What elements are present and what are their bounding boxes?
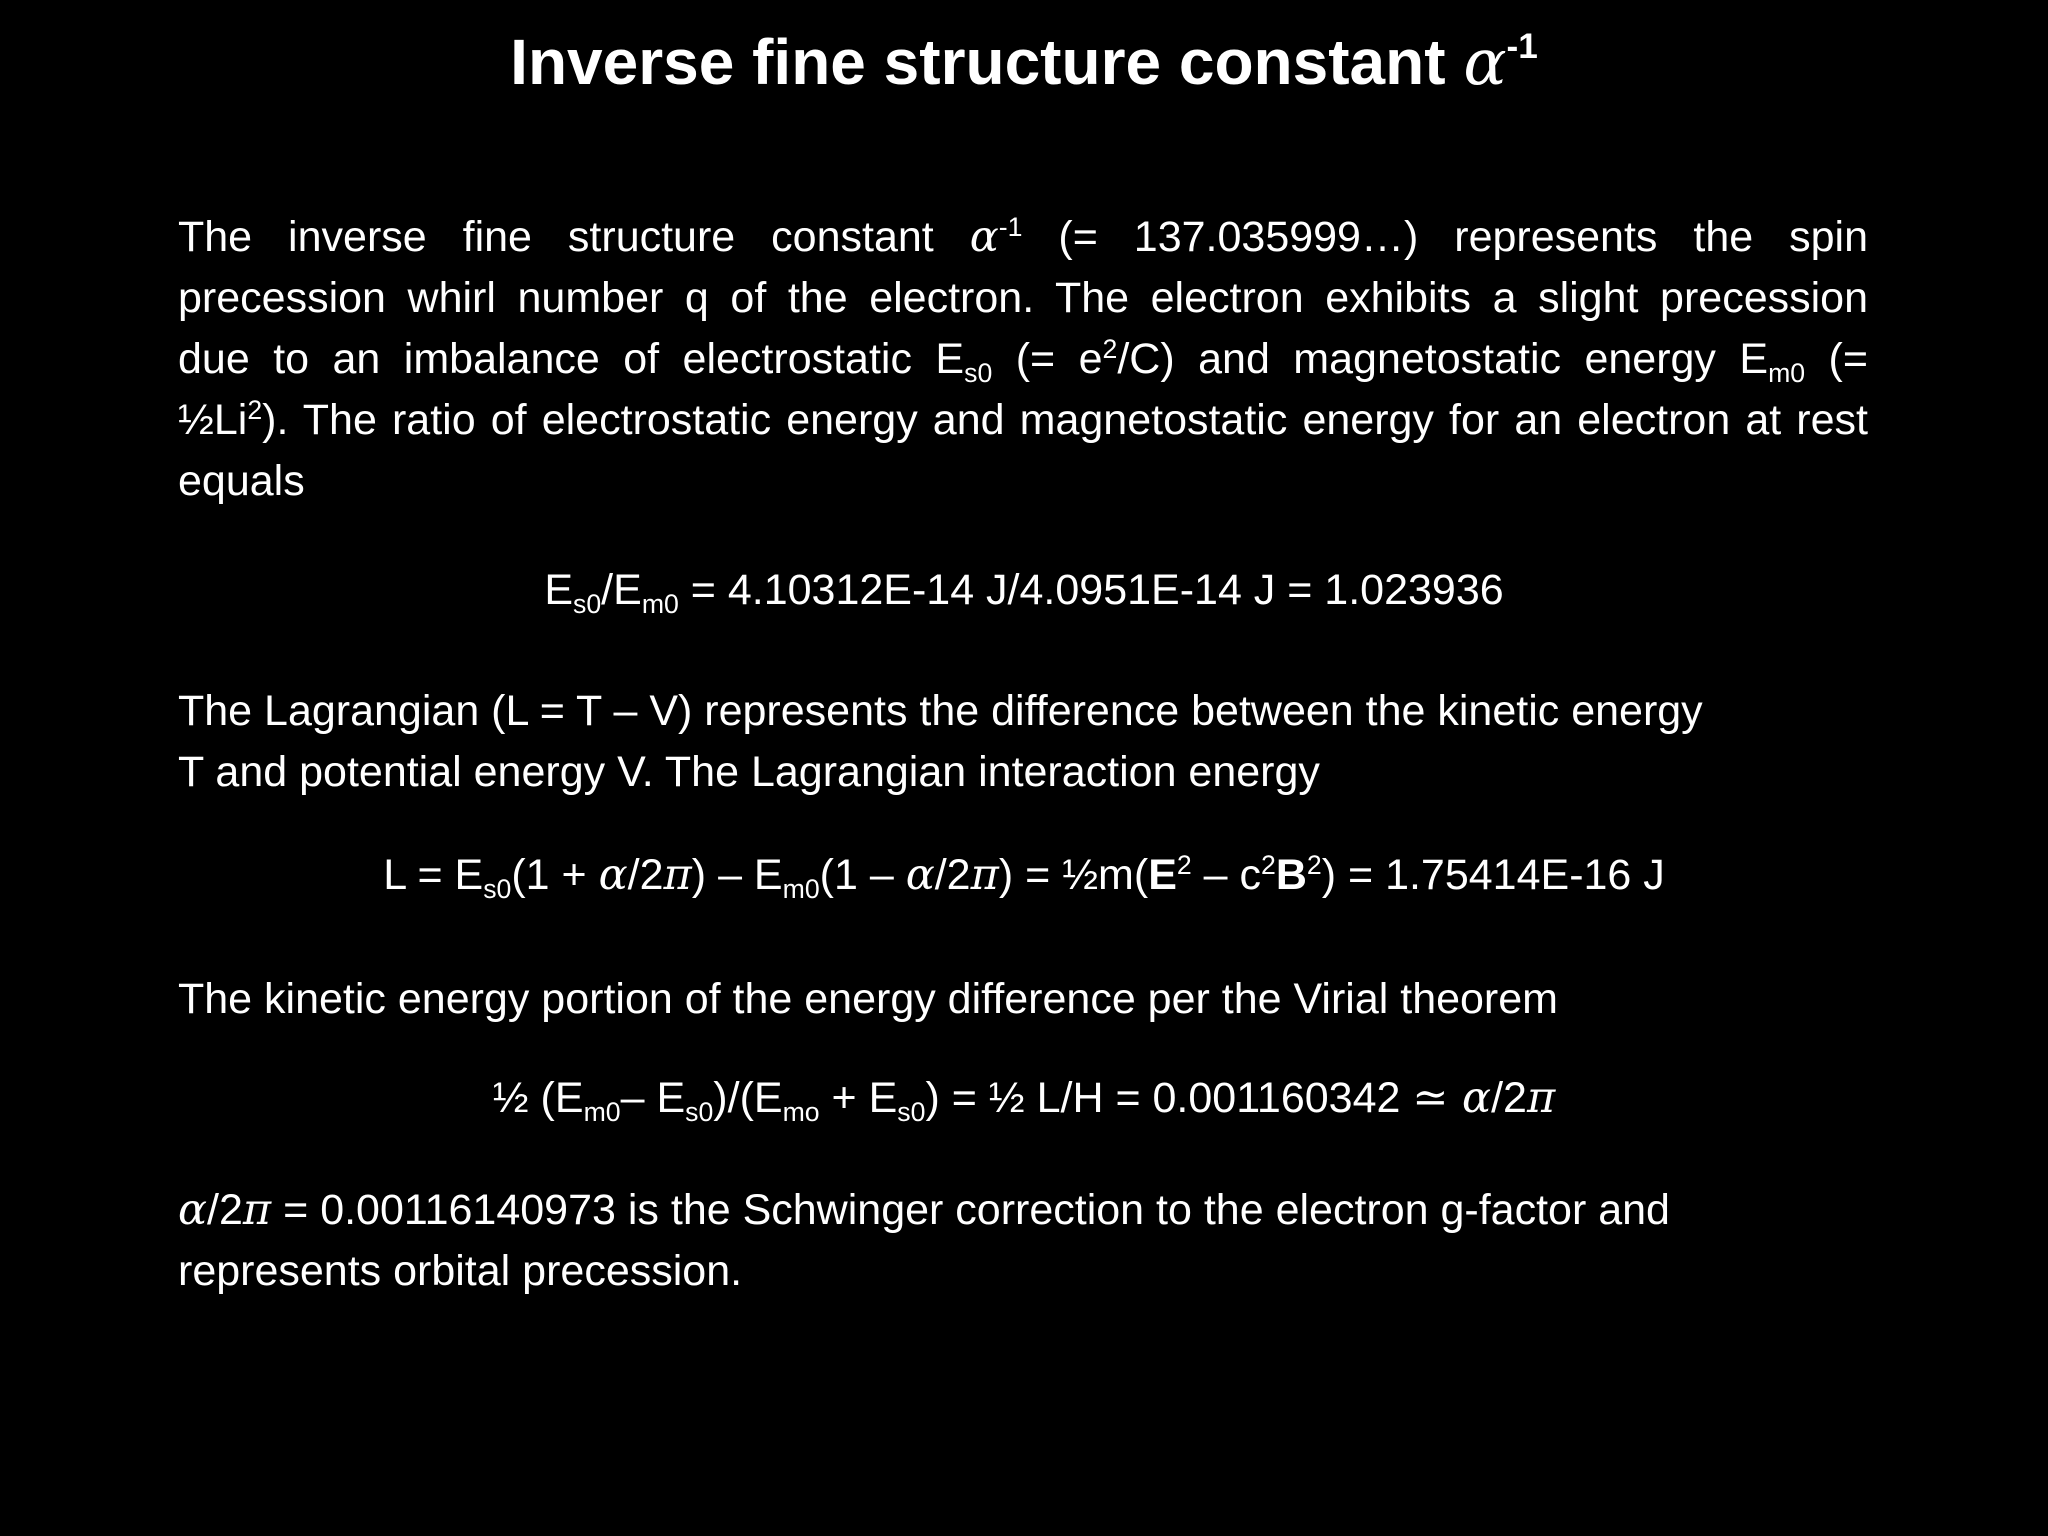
- eq-text: + E: [819, 1074, 898, 1122]
- alpha-symbol: α: [598, 850, 628, 900]
- eq-text: )/(E: [713, 1074, 783, 1122]
- superscript: 2: [247, 395, 263, 426]
- eq-text: ) – E: [691, 851, 783, 899]
- intro-text: (= e: [992, 335, 1103, 383]
- intro-text: The inverse fine structure constant: [178, 213, 970, 261]
- approx-symbol: ≃: [1412, 1073, 1449, 1123]
- eq-text: /2: [1491, 1074, 1527, 1122]
- eq-text: (1 +: [511, 851, 599, 899]
- eq-text: – E: [620, 1074, 686, 1122]
- superscript: 2: [1102, 334, 1118, 365]
- para-line: T and potential energy V. The Lagrangian interaction energy: [178, 748, 1320, 796]
- title-exponent: -1: [1506, 26, 1538, 66]
- title-text: Inverse fine structure constant: [510, 26, 1464, 98]
- subscript: m0: [641, 588, 679, 619]
- eq-text: L = E: [383, 851, 484, 899]
- subscript: s0: [964, 357, 993, 388]
- eq-text: (1 –: [819, 851, 906, 899]
- subscript: s0: [685, 1096, 714, 1127]
- para-line: The Lagrangian (L = T – V) represents the difference between the kinetic energy: [178, 687, 1703, 735]
- electric-field-symbol: E: [1148, 851, 1177, 899]
- eq-text: /2: [934, 851, 971, 899]
- pi-symbol: π: [663, 850, 692, 900]
- eq-text: ) = ½ L/H = 0.001160342: [925, 1074, 1413, 1122]
- pi-symbol: π: [242, 1185, 272, 1235]
- eq-text: E: [544, 566, 574, 614]
- subscript: m0: [583, 1096, 621, 1127]
- superscript: 2: [1306, 850, 1322, 881]
- eq-text: /2: [627, 851, 664, 899]
- subscript: m0: [1768, 357, 1806, 388]
- intro-paragraph: [178, 207, 1868, 512]
- subscript: mo: [782, 1096, 820, 1127]
- subscript: s0: [573, 588, 602, 619]
- alpha-symbol: α: [969, 212, 999, 262]
- intro-text: (= ½Li: [178, 335, 1868, 444]
- eq-text: ) = ½m(: [998, 851, 1149, 899]
- lagrangian-equation: [0, 845, 2048, 906]
- alpha-symbol: α: [1463, 26, 1507, 100]
- lagrangian-paragraph: [178, 681, 1868, 803]
- magnetic-field-symbol: B: [1275, 851, 1307, 899]
- energy-ratio-equation: [0, 560, 2048, 621]
- alpha-symbol: α: [905, 850, 935, 900]
- subscript: s0: [483, 873, 512, 904]
- pi-symbol: π: [1526, 1073, 1556, 1123]
- alpha-symbol: α: [178, 1185, 208, 1235]
- conclusion-paragraph: [178, 1180, 1868, 1302]
- kinetic-equation: [0, 1068, 2048, 1129]
- eq-text: /E: [601, 566, 642, 614]
- intro-text: /C) and magnetostatic energy E: [1117, 335, 1769, 383]
- eq-text: ½ (E: [492, 1074, 584, 1122]
- para-line: represents orbital precession.: [178, 1247, 743, 1295]
- eq-text: – c: [1191, 851, 1262, 899]
- superscript: 2: [1176, 850, 1192, 881]
- eq-text: ) = 1.75414E-16 J: [1321, 851, 1665, 899]
- pi-symbol: π: [970, 850, 999, 900]
- intro-text: (= 137.035999…) represents the spin precession whirl number q of the electron. The electron exhibits a slight precession due to an imbalance of electrostatic E: [178, 213, 1868, 383]
- exponent: -1: [998, 212, 1023, 243]
- kinetic-paragraph: The kinetic energy portion of the energy difference per the Virial theorem: [178, 975, 1558, 1023]
- para-text: /2: [207, 1186, 243, 1234]
- para-text: = 0.00116140973 is the Schwinger correction to the electron g-factor and: [271, 1186, 1670, 1234]
- superscript: 2: [1261, 850, 1276, 881]
- alpha-symbol: α: [1448, 1073, 1492, 1123]
- subscript: s0: [897, 1096, 926, 1127]
- slide-title: [0, 22, 2048, 103]
- intro-text: ). The ratio of electrostatic energy and magnetostatic energy for an electron at rest equals: [178, 396, 1868, 505]
- eq-text: = 4.10312E-14 J/4.0951E-14 J = 1.023936: [678, 566, 1504, 614]
- subscript: m0: [782, 873, 820, 904]
